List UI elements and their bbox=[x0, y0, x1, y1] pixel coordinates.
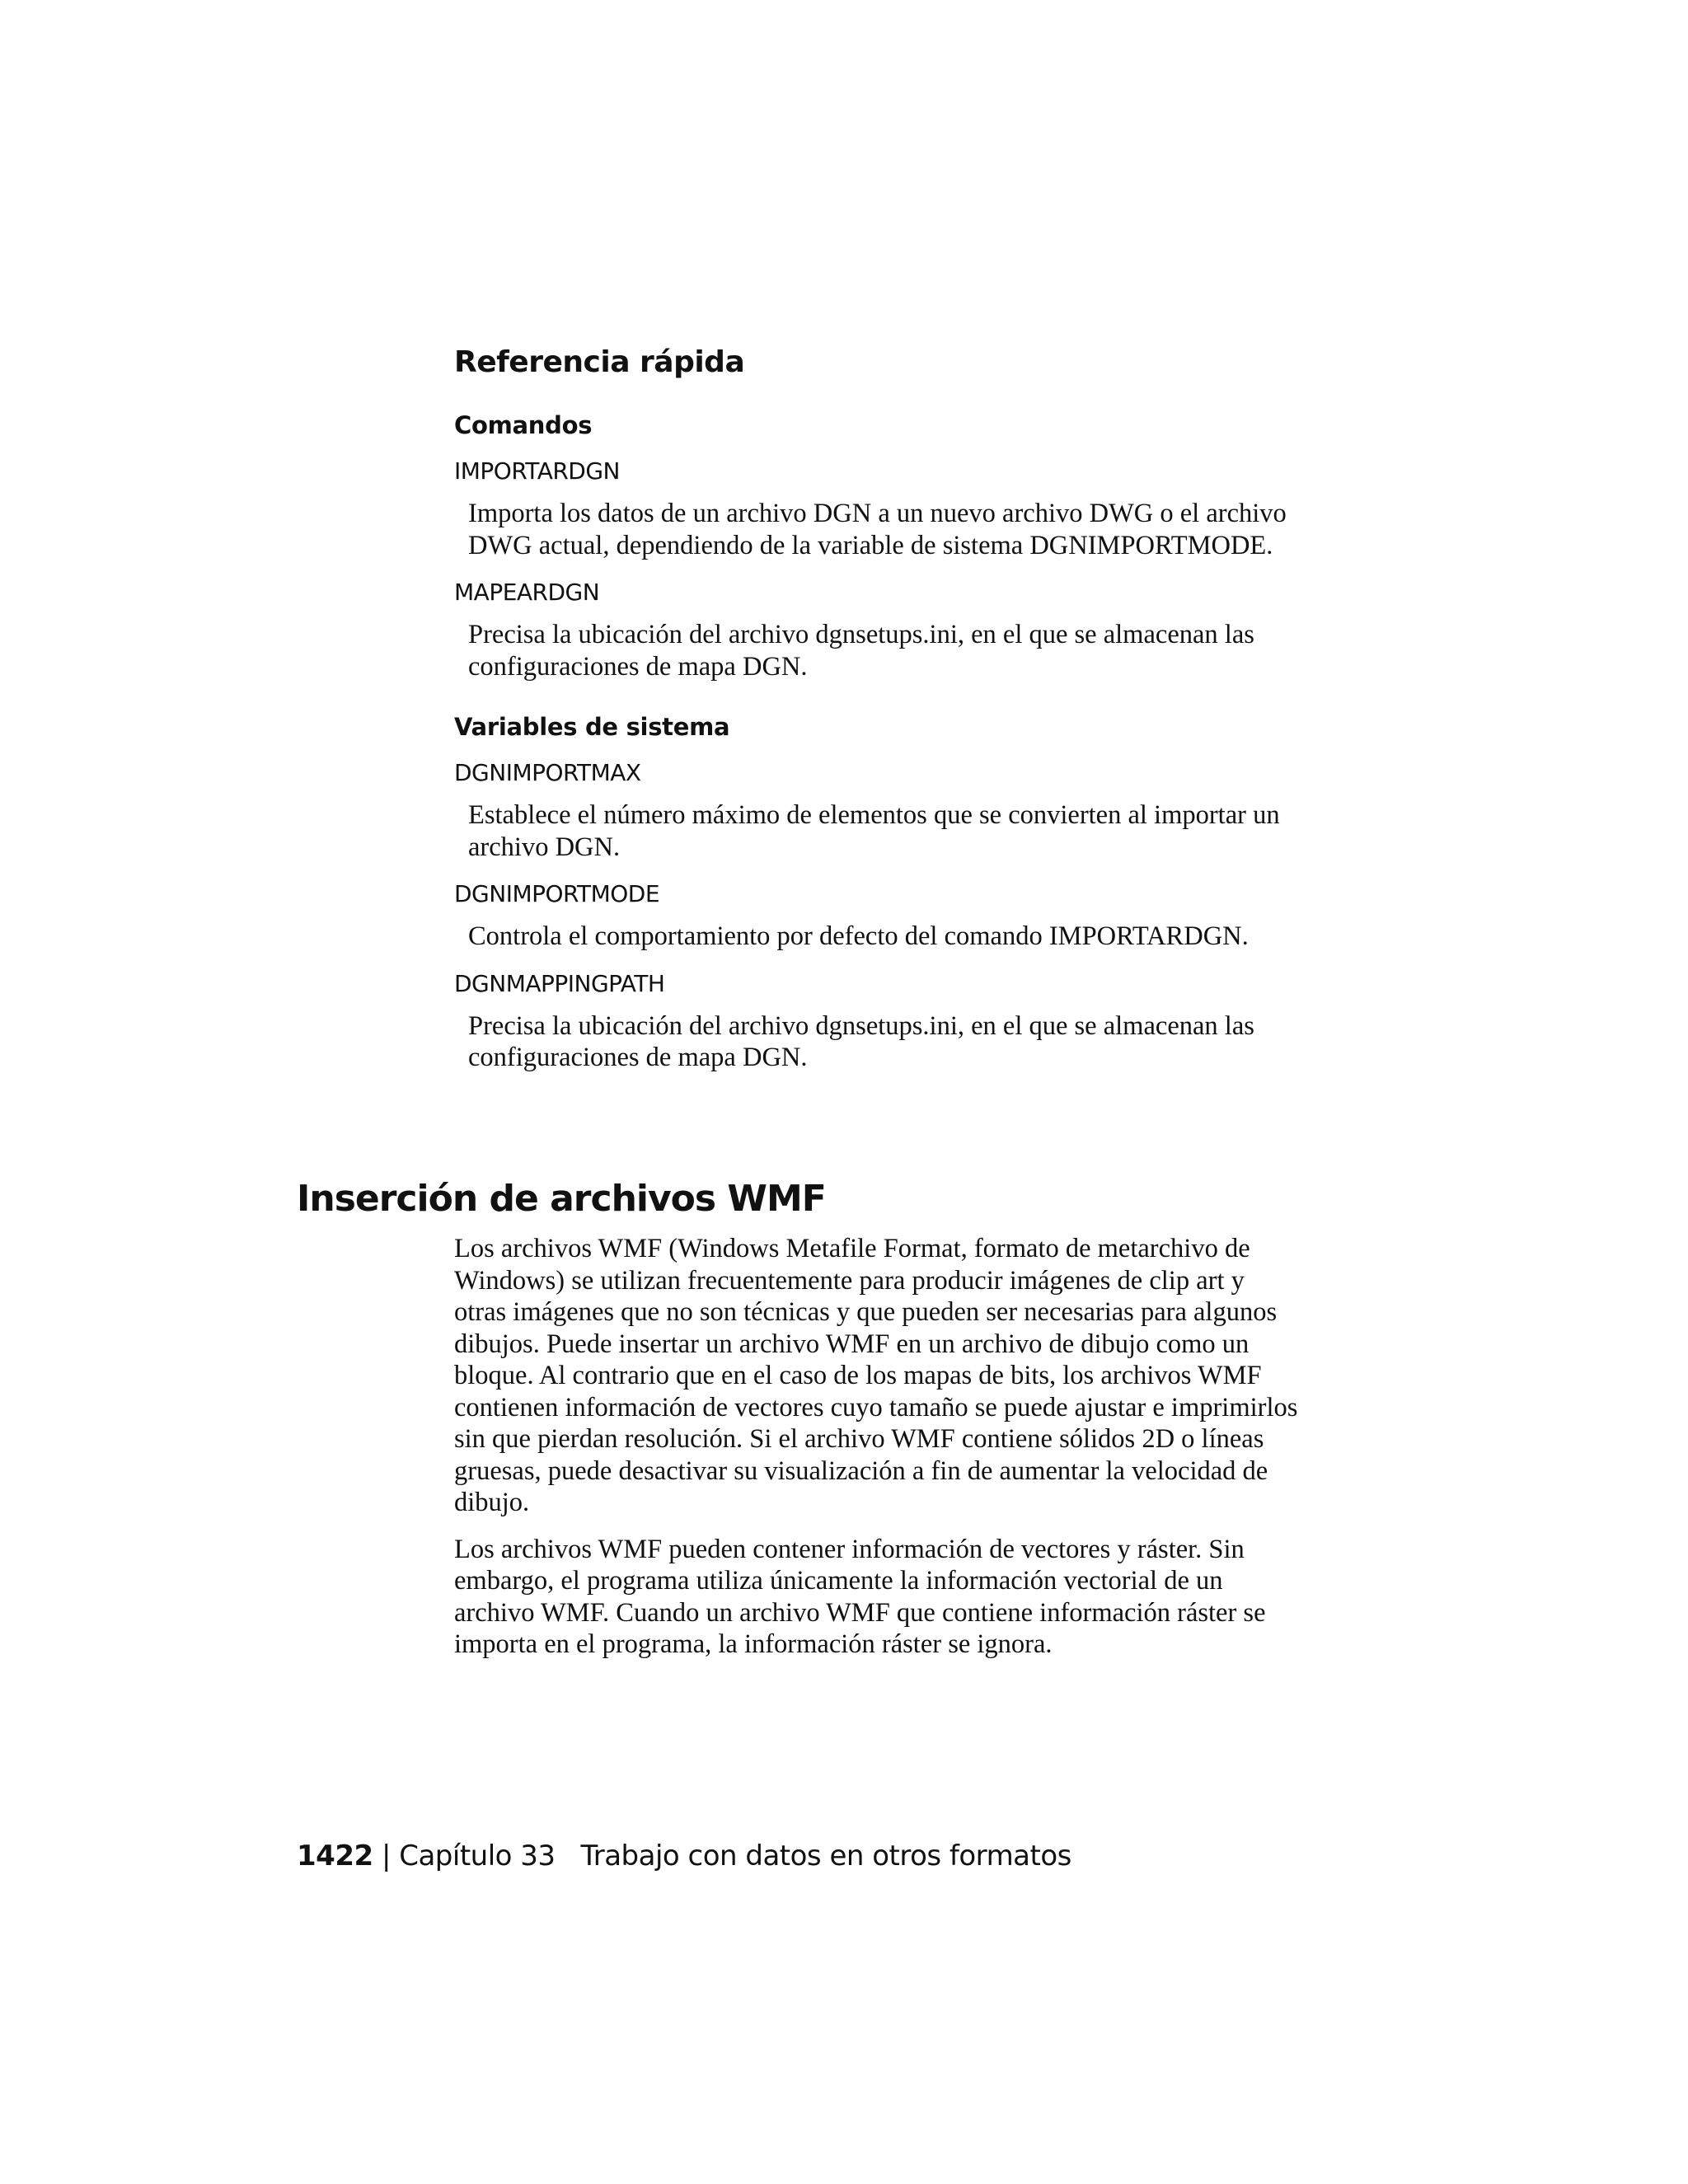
wmf-section-title: Inserción de archivos WMF bbox=[297, 1178, 826, 1220]
description-line: Precisa la ubicación del archivo dgnsetups.ini, en el que se almacenan las bbox=[468, 620, 1254, 649]
chapter-label: Capítulo 33 bbox=[399, 1840, 556, 1872]
variable-name: DGNIMPORTMAX bbox=[454, 759, 641, 786]
paragraph-line: Windows) se utilizan frecuentemente para producir imágenes de clip art y bbox=[454, 1265, 1245, 1296]
description-line: DWG actual, dependiendo de la variable de sistema DGNIMPORTMODE. bbox=[468, 530, 1273, 560]
variable-name: DGNIMPORTMODE bbox=[454, 880, 660, 907]
paragraph-line: archivo WMF. Cuando un archivo WMF que contiene información ráster se bbox=[454, 1597, 1266, 1628]
commands-heading: Comandos bbox=[454, 411, 593, 439]
body-paragraph bbox=[454, 1534, 1353, 1661]
system-variables-group bbox=[454, 707, 1353, 1074]
description-line: Establece el número máximo de elementos que se convierten al importar un bbox=[468, 800, 1280, 830]
commands-group bbox=[454, 405, 1353, 682]
variable-entry bbox=[454, 964, 1353, 1074]
quick-reference-section bbox=[454, 338, 1353, 1085]
variable-description bbox=[468, 921, 1353, 953]
paragraph-line: Los archivos WMF pueden contener información de vectores y ráster. Sin bbox=[454, 1534, 1245, 1564]
variable-name: DGNMAPPINGPATH bbox=[454, 969, 665, 997]
command-description bbox=[468, 619, 1353, 682]
paragraph-line: dibujos. Puede insertar un archivo WMF en un archivo de dibujo como un bbox=[454, 1329, 1250, 1359]
variable-entry bbox=[454, 874, 1353, 953]
command-name: IMPORTARDGN bbox=[454, 457, 620, 485]
wmf-section-body bbox=[454, 1233, 1353, 1675]
paragraph-line: contienen información de vectores cuyo tamaño se puede ajustar e imprimirlos bbox=[454, 1392, 1298, 1422]
variable-description bbox=[468, 799, 1353, 863]
body-paragraph bbox=[454, 1233, 1353, 1519]
description-line: Controla el comportamiento por defecto del comando IMPORTARDGN. bbox=[468, 921, 1249, 951]
paragraph-line: gruesas, puede desactivar su visualización a fin de aumentar la velocidad de bbox=[454, 1455, 1268, 1486]
paragraph-line: importa en el programa, la información ráster se ignora. bbox=[454, 1629, 1053, 1659]
footer-separator: | bbox=[373, 1840, 400, 1872]
page-number: 1422 bbox=[297, 1840, 373, 1872]
command-entry bbox=[454, 452, 1353, 561]
page-footer bbox=[297, 1836, 1071, 1876]
variable-entry bbox=[454, 753, 1353, 863]
paragraph-line: Los archivos WMF (Windows Metafile Format, formato de metarchivo de bbox=[454, 1234, 1250, 1263]
system-variables-heading: Variables de sistema bbox=[454, 713, 730, 741]
command-name: MAPEARDGN bbox=[454, 579, 600, 606]
paragraph-line: sin que pierdan resolución. Si el archivo WMF contiene sólidos 2D o líneas bbox=[454, 1424, 1264, 1454]
description-line: Precisa la ubicación del archivo dgnsetups.ini, en el que se almacenan las bbox=[468, 1010, 1254, 1041]
description-line: Importa los datos de un archivo DGN a un nuevo archivo DWG o el archivo bbox=[468, 499, 1287, 528]
variable-description bbox=[468, 1010, 1353, 1074]
command-description bbox=[468, 498, 1353, 561]
description-line: archivo DGN. bbox=[468, 832, 621, 862]
chapter-title: Trabajo con datos en otros formatos bbox=[580, 1840, 1071, 1872]
paragraph-line: embargo, el programa utiliza únicamente la información vectorial de un bbox=[454, 1566, 1223, 1596]
description-line: configuraciones de mapa DGN. bbox=[468, 651, 808, 682]
paragraph-line: bloque. Al contrario que en el caso de los mapas de bits, los archivos WMF bbox=[454, 1361, 1262, 1390]
description-line: configuraciones de mapa DGN. bbox=[468, 1043, 808, 1072]
paragraph-line: otras imágenes que no son técnicas y que pueden ser necesarias para algunos bbox=[454, 1297, 1278, 1327]
paragraph-line: dibujo. bbox=[454, 1488, 530, 1517]
quick-reference-title: Referencia rápida bbox=[454, 345, 745, 379]
command-entry bbox=[454, 573, 1353, 682]
